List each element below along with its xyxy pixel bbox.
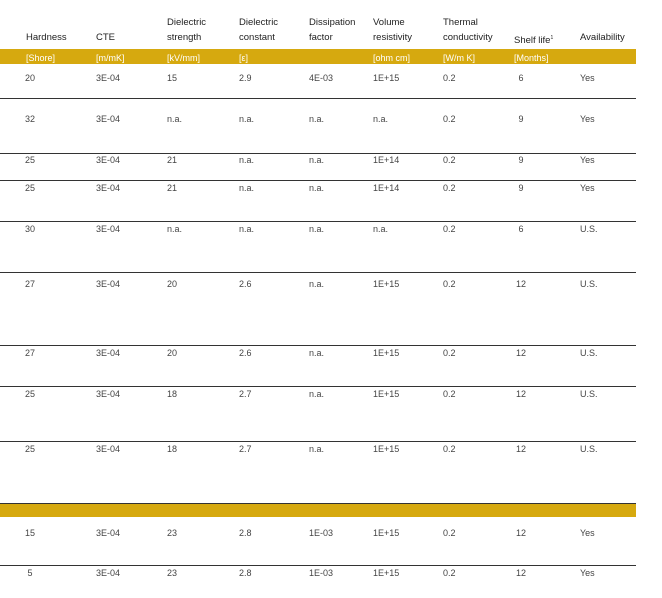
table-cell: n.a. <box>309 155 325 165</box>
column-header-label: Shelf life <box>514 35 551 47</box>
table-cell: 25 <box>24 389 35 399</box>
column-header <box>373 31 412 45</box>
table-cell: 0.2 <box>443 389 456 399</box>
table-cell: 3E-04 <box>96 114 121 124</box>
unit-label: [kV/mm] <box>167 53 200 63</box>
table-cell: 1E+15 <box>373 73 400 83</box>
row-divider <box>0 565 636 566</box>
column-header-line1: Dielectric <box>167 17 207 28</box>
table-cell: 18 <box>167 389 178 399</box>
table-cell: 3E-04 <box>96 279 121 289</box>
table-cell: 20 <box>167 348 178 358</box>
table-cell: 0.2 <box>443 444 456 454</box>
column-header-label: factor <box>309 32 333 43</box>
table-cell: n.a. <box>309 279 325 289</box>
table-cell: 2.9 <box>239 73 252 83</box>
table-cell: Yes <box>580 568 595 578</box>
column-header-line1: Thermal <box>443 17 478 28</box>
table-cell: 25 <box>24 155 35 165</box>
column-header <box>96 31 115 45</box>
table-cell: 12 <box>515 279 526 289</box>
table-cell: U.S. <box>580 444 598 454</box>
table-cell: 15 <box>167 73 178 83</box>
row-divider <box>0 345 636 346</box>
column-header-line1: Dielectric <box>239 17 279 28</box>
row-divider <box>0 272 636 273</box>
column-header-line1: Volume <box>373 17 405 28</box>
table-cell: 21 <box>167 155 178 165</box>
table-cell: 25 <box>24 183 35 193</box>
table-cell: 1E+14 <box>373 155 400 165</box>
column-header-label: strength <box>167 32 202 43</box>
column-header <box>580 31 625 45</box>
table-cell: 6 <box>518 73 524 83</box>
table-cell: 2.8 <box>239 568 252 578</box>
table-cell: n.a. <box>309 224 325 234</box>
column-header <box>167 31 201 45</box>
table-cell: 27 <box>24 279 35 289</box>
table-cell: 20 <box>24 73 35 83</box>
table-cell: n.a. <box>309 114 325 124</box>
table-cell: n.a. <box>167 224 183 234</box>
table-cell: 12 <box>515 389 526 399</box>
table-cell: Yes <box>580 73 595 83</box>
table-cell: 1E+15 <box>373 568 400 578</box>
column-header-label: conductivity <box>443 32 493 43</box>
column-header <box>443 31 493 45</box>
table-cell: 4E-03 <box>309 73 334 83</box>
table-cell: 0.2 <box>443 183 456 193</box>
unit-label: [ε] <box>239 53 249 63</box>
table-cell: 0.2 <box>443 528 456 538</box>
table-cell: 25 <box>24 444 35 454</box>
table-cell: U.S. <box>580 224 598 234</box>
table-cell: 2.7 <box>239 389 252 399</box>
table-cell: 0.2 <box>443 73 456 83</box>
table-cell: 3E-04 <box>96 444 121 454</box>
table-cell: 3E-04 <box>96 155 121 165</box>
table-cell: 1E-03 <box>309 568 334 578</box>
table-cell: 12 <box>515 528 526 538</box>
row-divider <box>0 386 636 387</box>
table-cell: 0.2 <box>443 224 456 234</box>
table-cell: 21 <box>167 183 178 193</box>
unit-label: [m/mK] <box>96 53 125 63</box>
column-header-label: Availability <box>580 32 625 43</box>
table-cell: 3E-04 <box>96 183 121 193</box>
table-cell: 23 <box>167 568 178 578</box>
table-cell: 0.2 <box>443 279 456 289</box>
table-cell: 0.2 <box>443 568 456 578</box>
table-cell: n.a. <box>373 224 389 234</box>
table-cell: 12 <box>515 444 526 454</box>
table-cell: 1E+15 <box>373 444 400 454</box>
row-divider <box>0 221 636 222</box>
unit-label: [Shore] <box>26 53 56 63</box>
table-cell: 18 <box>167 444 178 454</box>
table-cell: U.S. <box>580 279 598 289</box>
table-cell: 27 <box>24 348 35 358</box>
column-header <box>309 31 333 45</box>
row-divider <box>0 441 636 442</box>
column-header-label: Hardness <box>26 32 67 43</box>
table-cell: Yes <box>580 114 595 124</box>
table-cell: n.a. <box>309 389 325 399</box>
table-cell: n.a. <box>309 444 325 454</box>
table-cell: 12 <box>515 348 526 358</box>
table-cell: n.a. <box>239 114 255 124</box>
table-cell: 5 <box>27 568 33 578</box>
table-cell: 9 <box>518 155 524 165</box>
table-cell: n.a. <box>309 183 325 193</box>
table-cell: 0.2 <box>443 155 456 165</box>
table-cell: 12 <box>515 568 526 578</box>
unit-label: [Months] <box>514 53 549 63</box>
table-cell: n.a. <box>167 114 183 124</box>
table-cell: 1E+15 <box>373 348 400 358</box>
table-cell: Yes <box>580 183 595 193</box>
table-cell: 3E-04 <box>96 224 121 234</box>
table-cell: 2.8 <box>239 528 252 538</box>
table-cell: 1E+15 <box>373 528 400 538</box>
column-header-label: CTE <box>96 32 115 43</box>
table-cell: 2.6 <box>239 279 252 289</box>
table-cell: 0.2 <box>443 348 456 358</box>
table-cell: 3E-04 <box>96 568 121 578</box>
table-cell: 1E+14 <box>373 183 400 193</box>
section-band <box>0 504 636 517</box>
table-cell: 15 <box>24 528 35 538</box>
table-cell: 2.7 <box>239 444 252 454</box>
table-cell: n.a. <box>309 348 325 358</box>
table-cell: 9 <box>518 114 524 124</box>
column-header <box>514 31 553 48</box>
column-header <box>26 31 67 45</box>
table-cell: 1E+15 <box>373 389 400 399</box>
table-cell: 0.2 <box>443 114 456 124</box>
row-divider <box>0 180 636 181</box>
table-cell: 20 <box>167 279 178 289</box>
unit-label: [W/m K] <box>443 53 475 63</box>
table-cell: 3E-04 <box>96 389 121 399</box>
table-cell: 3E-04 <box>96 348 121 358</box>
column-header <box>239 31 275 45</box>
table-cell: U.S. <box>580 348 598 358</box>
table-cell: 9 <box>518 183 524 193</box>
table-cell: Yes <box>580 528 595 538</box>
table-cell: n.a. <box>239 183 255 193</box>
row-divider <box>0 503 636 504</box>
table-cell: 3E-04 <box>96 73 121 83</box>
table-cell: 3E-04 <box>96 528 121 538</box>
table-cell: n.a. <box>373 114 389 124</box>
table-cell: 23 <box>167 528 178 538</box>
unit-label: [ohm cm] <box>373 53 411 63</box>
row-divider <box>0 98 636 99</box>
table-cell: 2.6 <box>239 348 252 358</box>
table-cell: 1E-03 <box>309 528 334 538</box>
table-cell: 6 <box>518 224 524 234</box>
column-header-label: resistivity <box>373 32 413 43</box>
table-cell: Yes <box>580 155 595 165</box>
table-cell: 32 <box>24 114 35 124</box>
table-cell: n.a. <box>239 224 255 234</box>
column-header-line1: Dissipation <box>309 17 356 28</box>
table-cell: U.S. <box>580 389 598 399</box>
column-header-label: constant <box>239 32 275 43</box>
table-cell: 30 <box>24 224 35 234</box>
table-cell: n.a. <box>239 155 255 165</box>
table-cell: 1E+15 <box>373 279 400 289</box>
footnote-marker: 1 <box>550 35 554 41</box>
